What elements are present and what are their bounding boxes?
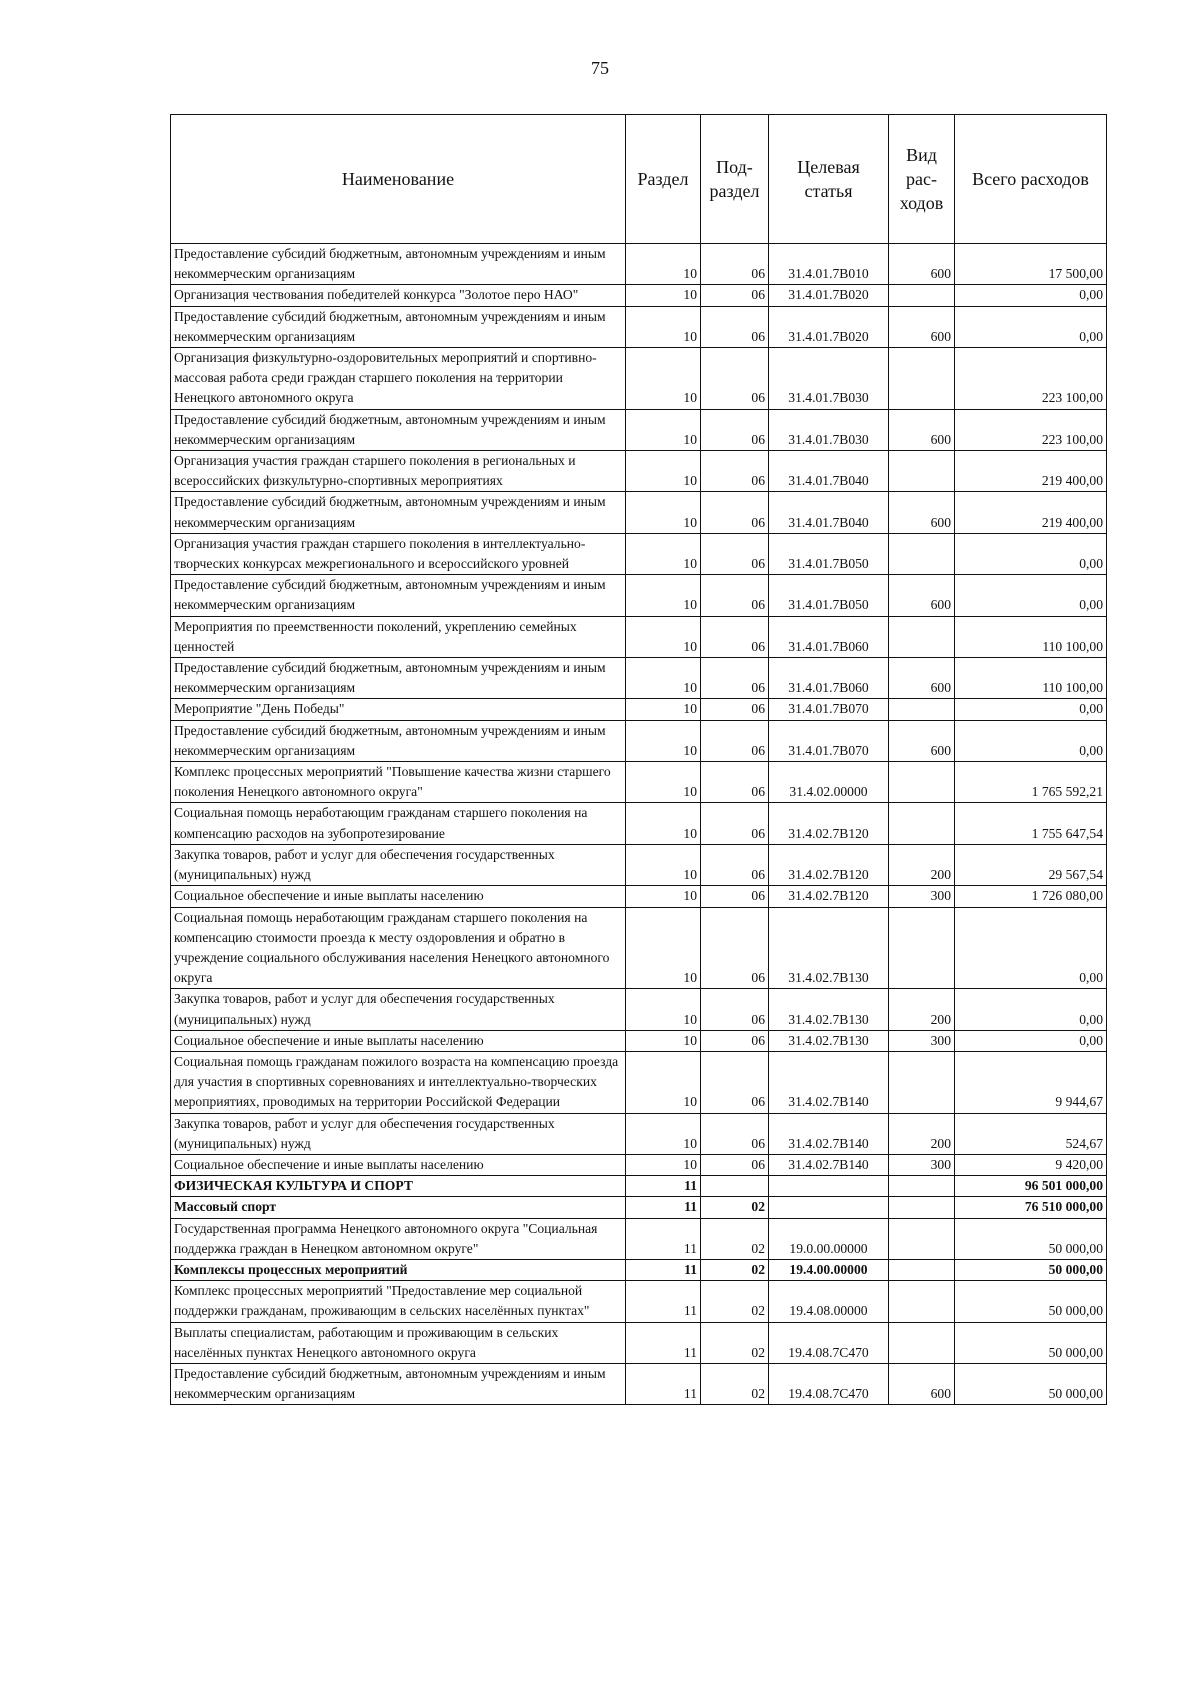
row-target-code: 19.4.00.00000: [769, 1259, 889, 1280]
row-target-code: 31.4.02.7В140: [769, 1113, 889, 1154]
page-number: 75: [591, 58, 609, 78]
row-target-code: 31.4.01.7В070: [769, 699, 889, 720]
row-target-code: 31.4.02.7В120: [769, 803, 889, 844]
row-total: 219 400,00: [955, 451, 1107, 492]
row-subsection: 06: [701, 844, 769, 885]
row-name: Предоставление субсидий бюджетным, автономным учреждениям и иным некоммерческим организациям: [171, 1363, 626, 1404]
table-row: [171, 533, 1107, 574]
row-total: 0,00: [955, 989, 1107, 1030]
row-expense-type: 600: [889, 1363, 955, 1404]
row-target-code: 31.4.01.7В060: [769, 616, 889, 657]
row-total: 0,00: [955, 720, 1107, 761]
row-target-code: 31.4.02.7В130: [769, 907, 889, 989]
table-row: [171, 1322, 1107, 1363]
row-section: 10: [626, 492, 701, 533]
row-section: 11: [626, 1197, 701, 1218]
row-expense-type: [889, 1176, 955, 1197]
row-section: 10: [626, 658, 701, 699]
row-subsection: 06: [701, 989, 769, 1030]
row-target-code: 31.4.02.7В120: [769, 886, 889, 907]
row-target-code: 19.4.08.7С470: [769, 1322, 889, 1363]
row-subsection: 06: [701, 575, 769, 616]
row-expense-type: 200: [889, 1113, 955, 1154]
row-subsection: 06: [701, 533, 769, 574]
row-name: Мероприятие "День Победы": [171, 699, 626, 720]
row-total: 0,00: [955, 575, 1107, 616]
row-name: Организация участия граждан старшего поколения в интеллектуально-творческих конкурсах межрегионального и всероссийского уровней: [171, 533, 626, 574]
table-row: [171, 1259, 1107, 1280]
row-section: 10: [626, 616, 701, 657]
row-name: Закупка товаров, работ и услуг для обеспечения государственных (муниципальных) нужд: [171, 989, 626, 1030]
row-subsection: 06: [701, 907, 769, 989]
row-expense-type: [889, 451, 955, 492]
row-total: 50 000,00: [955, 1322, 1107, 1363]
row-expense-type: [889, 285, 955, 306]
table-row: [171, 1176, 1107, 1197]
row-name: ФИЗИЧЕСКАЯ КУЛЬТУРА И СПОРТ: [171, 1176, 626, 1197]
header-total: Всего расходов: [955, 115, 1107, 244]
row-expense-type: [889, 907, 955, 989]
row-total: 76 510 000,00: [955, 1197, 1107, 1218]
row-name: Комплекс процессных мероприятий "Предоставление мер социальной поддержки гражданам, проживающим в сельских населённых пунктах": [171, 1281, 626, 1322]
table-row: [171, 699, 1107, 720]
row-target-code: 31.4.01.7В020: [769, 285, 889, 306]
table-row: [171, 762, 1107, 803]
row-total: 17 500,00: [955, 244, 1107, 285]
row-name: Организация участия граждан старшего поколения в региональных и всероссийских физкультурно-спортивных мероприятиях: [171, 451, 626, 492]
row-total: 0,00: [955, 533, 1107, 574]
header-name: Наименование: [171, 115, 626, 244]
row-target-code: 31.4.02.7В130: [769, 989, 889, 1030]
table-header-row: [171, 115, 1107, 244]
row-total: 50 000,00: [955, 1259, 1107, 1280]
row-expense-type: 300: [889, 886, 955, 907]
row-total: 223 100,00: [955, 348, 1107, 410]
row-name: Социальная помощь гражданам пожилого возраста на компенсацию проезда для участия в спортивных соревнованиях и интеллектуально-творческих мероприятиях, проводимых на территории Российской Федерации: [171, 1051, 626, 1113]
row-subsection: 06: [701, 886, 769, 907]
row-target-code: 31.4.01.7В010: [769, 244, 889, 285]
row-total: 1 765 592,21: [955, 762, 1107, 803]
row-expense-type: [889, 348, 955, 410]
row-total: 50 000,00: [955, 1363, 1107, 1404]
row-name: Государственная программа Ненецкого автономного округа "Социальная поддержка граждан в Ненецком автономном округе": [171, 1218, 626, 1259]
row-expense-type: 600: [889, 658, 955, 699]
row-expense-type: [889, 533, 955, 574]
row-name: Социальное обеспечение и иные выплаты населению: [171, 886, 626, 907]
row-expense-type: [889, 1197, 955, 1218]
row-total: 9 420,00: [955, 1154, 1107, 1175]
table-row: [171, 348, 1107, 410]
table-row: [171, 1113, 1107, 1154]
row-section: 11: [626, 1176, 701, 1197]
table-row: [171, 844, 1107, 885]
row-section: 10: [626, 533, 701, 574]
row-subsection: 06: [701, 1030, 769, 1051]
row-total: 50 000,00: [955, 1281, 1107, 1322]
row-subsection: 06: [701, 803, 769, 844]
header-section: Раздел: [626, 115, 701, 244]
row-expense-type: [889, 616, 955, 657]
row-section: 10: [626, 409, 701, 450]
row-section: 10: [626, 844, 701, 885]
row-section: 10: [626, 244, 701, 285]
table-row: [171, 1218, 1107, 1259]
row-expense-type: 600: [889, 244, 955, 285]
row-name: Социальное обеспечение и иные выплаты населению: [171, 1154, 626, 1175]
row-name: Предоставление субсидий бюджетным, автономным учреждениям и иным некоммерческим организациям: [171, 720, 626, 761]
row-total: 1 726 080,00: [955, 886, 1107, 907]
row-name: Массовый спорт: [171, 1197, 626, 1218]
budget-table: [170, 114, 1107, 1405]
row-expense-type: 200: [889, 844, 955, 885]
row-section: 10: [626, 886, 701, 907]
row-section: 10: [626, 989, 701, 1030]
table-row: [171, 285, 1107, 306]
table-row: [171, 1154, 1107, 1175]
row-name: Социальная помощь неработающим гражданам старшего поколения на компенсацию расходов на зубопротезирование: [171, 803, 626, 844]
row-subsection: 06: [701, 306, 769, 347]
row-total: 0,00: [955, 285, 1107, 306]
row-target-code: 31.4.01.7В040: [769, 492, 889, 533]
row-expense-type: 300: [889, 1030, 955, 1051]
row-total: 524,67: [955, 1113, 1107, 1154]
row-subsection: 02: [701, 1281, 769, 1322]
row-section: 10: [626, 1154, 701, 1175]
row-subsection: 06: [701, 720, 769, 761]
row-total: 0,00: [955, 907, 1107, 989]
row-section: 10: [626, 907, 701, 989]
table-row: [171, 1363, 1107, 1404]
row-section: 11: [626, 1322, 701, 1363]
row-section: 10: [626, 720, 701, 761]
table-row: [171, 409, 1107, 450]
row-total: 50 000,00: [955, 1218, 1107, 1259]
row-section: 10: [626, 1113, 701, 1154]
row-name: Комплексы процессных мероприятий: [171, 1259, 626, 1280]
row-section: 11: [626, 1281, 701, 1322]
row-subsection: 06: [701, 1154, 769, 1175]
row-expense-type: 600: [889, 306, 955, 347]
row-subsection: 06: [701, 699, 769, 720]
row-target-code: 31.4.02.7В120: [769, 844, 889, 885]
table-row: [171, 306, 1107, 347]
row-name: Социальное обеспечение и иные выплаты населению: [171, 1030, 626, 1051]
row-subsection: 02: [701, 1363, 769, 1404]
row-target-code: [769, 1176, 889, 1197]
row-total: 0,00: [955, 699, 1107, 720]
row-section: 10: [626, 699, 701, 720]
row-expense-type: [889, 1051, 955, 1113]
row-expense-type: 600: [889, 575, 955, 616]
row-target-code: 31.4.02.7В140: [769, 1051, 889, 1113]
table-row: [171, 244, 1107, 285]
row-subsection: 06: [701, 658, 769, 699]
row-target-code: 19.0.00.00000: [769, 1218, 889, 1259]
row-target-code: 31.4.02.7В140: [769, 1154, 889, 1175]
row-target-code: 31.4.01.7В030: [769, 348, 889, 410]
row-name: Социальная помощь неработающим гражданам старшего поколения на компенсацию стоимости проезда к месту оздоровления и обратно в учреждение социального обслуживания населения Ненецкого автономного округа: [171, 907, 626, 989]
row-subsection: 02: [701, 1322, 769, 1363]
row-name: Закупка товаров, работ и услуг для обеспечения государственных (муниципальных) нужд: [171, 844, 626, 885]
row-subsection: 06: [701, 409, 769, 450]
row-expense-type: [889, 1281, 955, 1322]
table-row: [171, 451, 1107, 492]
row-name: Предоставление субсидий бюджетным, автономным учреждениям и иным некоммерческим организациям: [171, 492, 626, 533]
row-name: Предоставление субсидий бюджетным, автономным учреждениям и иным некоммерческим организациям: [171, 575, 626, 616]
row-expense-type: 200: [889, 989, 955, 1030]
row-target-code: 31.4.01.7В070: [769, 720, 889, 761]
row-expense-type: 600: [889, 720, 955, 761]
row-subsection: 06: [701, 285, 769, 306]
table-row: [171, 1281, 1107, 1322]
row-target-code: 31.4.01.7В050: [769, 575, 889, 616]
row-subsection: 06: [701, 1113, 769, 1154]
row-name: Закупка товаров, работ и услуг для обеспечения государственных (муниципальных) нужд: [171, 1113, 626, 1154]
row-section: 11: [626, 1259, 701, 1280]
row-expense-type: [889, 699, 955, 720]
row-section: 10: [626, 1051, 701, 1113]
header-subsection: Под- раздел: [701, 115, 769, 244]
row-target-code: 31.4.01.7В060: [769, 658, 889, 699]
row-expense-type: [889, 803, 955, 844]
row-target-code: 31.4.02.7В130: [769, 1030, 889, 1051]
row-total: 0,00: [955, 1030, 1107, 1051]
table-row: [171, 658, 1107, 699]
row-expense-type: [889, 762, 955, 803]
row-total: 0,00: [955, 306, 1107, 347]
row-expense-type: 600: [889, 492, 955, 533]
row-target-code: 31.4.01.7В020: [769, 306, 889, 347]
row-name: Мероприятия по преемственности поколений, укреплению семейных ценностей: [171, 616, 626, 657]
row-subsection: 06: [701, 1051, 769, 1113]
table-row: [171, 575, 1107, 616]
row-subsection: 06: [701, 492, 769, 533]
row-target-code: 31.4.01.7В030: [769, 409, 889, 450]
row-target-code: 19.4.08.00000: [769, 1281, 889, 1322]
row-target-code: 31.4.01.7В050: [769, 533, 889, 574]
row-expense-type: 600: [889, 409, 955, 450]
row-subsection: [701, 1176, 769, 1197]
header-target: Целевая статья: [769, 115, 889, 244]
row-section: 10: [626, 285, 701, 306]
table-row: [171, 1051, 1107, 1113]
row-section: 11: [626, 1218, 701, 1259]
row-section: 11: [626, 1363, 701, 1404]
row-section: 10: [626, 803, 701, 844]
row-subsection: 06: [701, 762, 769, 803]
table-row: [171, 886, 1107, 907]
row-subsection: 02: [701, 1259, 769, 1280]
row-name: Выплаты специалистам, работающим и проживающим в сельских населённых пунктах Ненецкого автономного округа: [171, 1322, 626, 1363]
row-section: 10: [626, 1030, 701, 1051]
row-name: Организация физкультурно-оздоровительных мероприятий и спортивно-массовая работа среди граждан старшего поколения на территории Ненецкого автономного округа: [171, 348, 626, 410]
row-total: 110 100,00: [955, 616, 1107, 657]
header-type: Вид рас- ходов: [889, 115, 955, 244]
table-row: [171, 803, 1107, 844]
row-section: 10: [626, 762, 701, 803]
row-subsection: 02: [701, 1197, 769, 1218]
row-total: 110 100,00: [955, 658, 1107, 699]
row-expense-type: 300: [889, 1154, 955, 1175]
row-target-code: [769, 1197, 889, 1218]
row-subsection: 06: [701, 244, 769, 285]
row-total: 1 755 647,54: [955, 803, 1107, 844]
row-expense-type: [889, 1259, 955, 1280]
row-total: 219 400,00: [955, 492, 1107, 533]
row-section: 10: [626, 306, 701, 347]
row-name: Предоставление субсидий бюджетным, автономным учреждениям и иным некоммерческим организациям: [171, 244, 626, 285]
row-subsection: 06: [701, 348, 769, 410]
table-row: [171, 989, 1107, 1030]
row-name: Предоставление субсидий бюджетным, автономным учреждениям и иным некоммерческим организациям: [171, 658, 626, 699]
row-section: 10: [626, 348, 701, 410]
row-expense-type: [889, 1322, 955, 1363]
row-target-code: 31.4.02.00000: [769, 762, 889, 803]
row-name: Комплекс процессных мероприятий "Повышение качества жизни старшего поколения Ненецкого автономного округа": [171, 762, 626, 803]
row-total: 29 567,54: [955, 844, 1107, 885]
row-subsection: 06: [701, 616, 769, 657]
row-total: 96 501 000,00: [955, 1176, 1107, 1197]
row-section: 10: [626, 451, 701, 492]
row-target-code: 19.4.08.7С470: [769, 1363, 889, 1404]
row-name: Организация чествования победителей конкурса "Золотое перо НАО": [171, 285, 626, 306]
table-row: [171, 907, 1107, 989]
table-row: [171, 1030, 1107, 1051]
table-row: [171, 492, 1107, 533]
row-name: Предоставление субсидий бюджетным, автономным учреждениям и иным некоммерческим организациям: [171, 409, 626, 450]
table-row: [171, 1197, 1107, 1218]
row-expense-type: [889, 1218, 955, 1259]
row-name: Предоставление субсидий бюджетным, автономным учреждениям и иным некоммерческим организациям: [171, 306, 626, 347]
row-section: 10: [626, 575, 701, 616]
row-total: 9 944,67: [955, 1051, 1107, 1113]
row-target-code: 31.4.01.7В040: [769, 451, 889, 492]
table-row: [171, 720, 1107, 761]
table-row: [171, 616, 1107, 657]
row-subsection: 06: [701, 451, 769, 492]
row-total: 223 100,00: [955, 409, 1107, 450]
row-subsection: 02: [701, 1218, 769, 1259]
